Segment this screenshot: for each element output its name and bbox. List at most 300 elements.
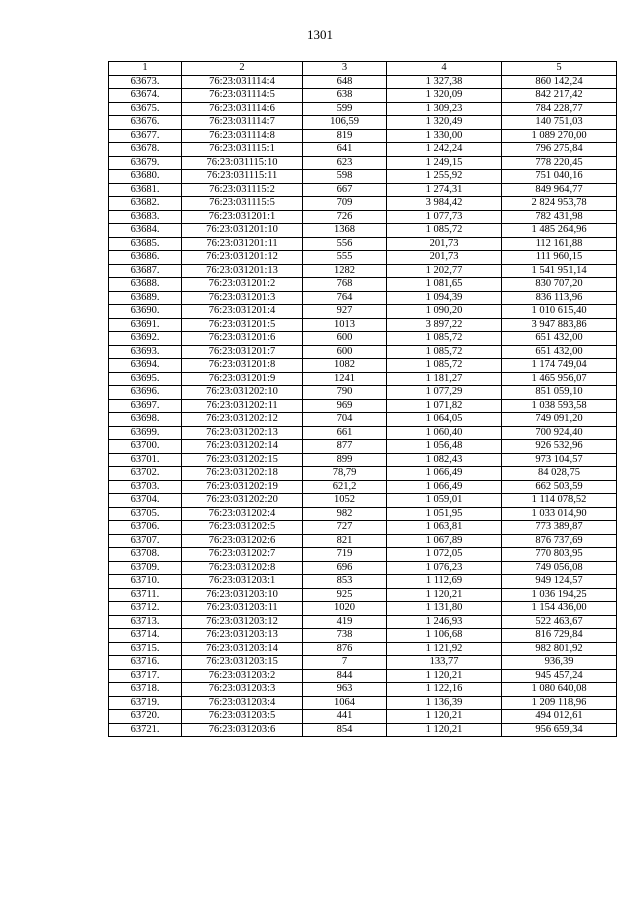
table-body: [109, 75, 617, 737]
table-cell: 76:23:031203:2: [182, 669, 303, 683]
table-cell: 63696.: [109, 386, 182, 400]
table-cell: 830 707,20: [502, 278, 617, 292]
table-cell: 1 067,89: [387, 534, 502, 548]
table-cell: 419: [303, 615, 387, 629]
table-cell: 1 081,65: [387, 278, 502, 292]
table-row: [109, 467, 617, 481]
table-cell: 621,2: [303, 480, 387, 494]
table-row: [109, 683, 617, 697]
table-cell: 76:23:031114:7: [182, 116, 303, 130]
table-cell: 1 066,49: [387, 480, 502, 494]
table-row: [109, 710, 617, 724]
table-cell: 1 120,21: [387, 669, 502, 683]
table-cell: 63716.: [109, 656, 182, 670]
table-cell: 76:23:031202:7: [182, 548, 303, 562]
table-cell: 76:23:031203:4: [182, 696, 303, 710]
table-cell: 842 217,42: [502, 89, 617, 103]
table-cell: 1 320,49: [387, 116, 502, 130]
table-row: [109, 318, 617, 332]
table-cell: 600: [303, 332, 387, 346]
table-cell: 1 242,24: [387, 143, 502, 157]
table-cell: 76:23:031202:13: [182, 426, 303, 440]
table-row: [109, 264, 617, 278]
table-cell: 63679.: [109, 156, 182, 170]
table-cell: 844: [303, 669, 387, 683]
table-cell: 63714.: [109, 629, 182, 643]
table-cell: 63695.: [109, 372, 182, 386]
table-cell: 819: [303, 129, 387, 143]
table-cell: 63717.: [109, 669, 182, 683]
table-cell: 1 094,39: [387, 291, 502, 305]
table-cell: 63678.: [109, 143, 182, 157]
table-cell: 76:23:031202:20: [182, 494, 303, 508]
column-header: 4: [387, 62, 502, 76]
table-cell: 63686.: [109, 251, 182, 265]
table-cell: 201,73: [387, 251, 502, 265]
table-cell: 76:23:031201:7: [182, 345, 303, 359]
table-cell: 1 465 956,07: [502, 372, 617, 386]
table-cell: 133,77: [387, 656, 502, 670]
table-cell: 963: [303, 683, 387, 697]
table-cell: 1241: [303, 372, 387, 386]
table-cell: 63708.: [109, 548, 182, 562]
table-cell: 876 737,69: [502, 534, 617, 548]
table-cell: 63694.: [109, 359, 182, 373]
table-cell: 63691.: [109, 318, 182, 332]
table-row: [109, 237, 617, 251]
table-cell: 76:23:031201:2: [182, 278, 303, 292]
table-cell: 7: [303, 656, 387, 670]
table-cell: 3 984,42: [387, 197, 502, 211]
table-row: [109, 170, 617, 184]
table-cell: 63683.: [109, 210, 182, 224]
table-cell: 836 113,96: [502, 291, 617, 305]
table-cell: 63682.: [109, 197, 182, 211]
table-cell: 1 174 749,04: [502, 359, 617, 373]
table-cell: 749 056,08: [502, 561, 617, 575]
table-cell: 76:23:031201:1: [182, 210, 303, 224]
table-cell: 662 503,59: [502, 480, 617, 494]
table-cell: 63685.: [109, 237, 182, 251]
table-row: [109, 89, 617, 103]
table-cell: 63681.: [109, 183, 182, 197]
table-row: [109, 345, 617, 359]
table-cell: 76:23:031202:12: [182, 413, 303, 427]
table-row: [109, 183, 617, 197]
table-cell: 1 330,00: [387, 129, 502, 143]
table-cell: 1020: [303, 602, 387, 616]
table-cell: 76:23:031202:10: [182, 386, 303, 400]
table-row: [109, 642, 617, 656]
table-cell: 1 059,01: [387, 494, 502, 508]
table-row: [109, 305, 617, 319]
table-cell: 76:23:031115:10: [182, 156, 303, 170]
table-cell: 1 085,72: [387, 359, 502, 373]
table-row: [109, 413, 617, 427]
table-row: [109, 588, 617, 602]
table-cell: 956 659,34: [502, 723, 617, 737]
table-cell: 63676.: [109, 116, 182, 130]
table-cell: 782 431,98: [502, 210, 617, 224]
table-cell: 63673.: [109, 75, 182, 89]
table-cell: 3 947 883,86: [502, 318, 617, 332]
table-cell: 63720.: [109, 710, 182, 724]
table-row: [109, 291, 617, 305]
table-cell: 945 457,24: [502, 669, 617, 683]
table-cell: 982: [303, 507, 387, 521]
table-cell: 1 246,93: [387, 615, 502, 629]
table-cell: 1 106,68: [387, 629, 502, 643]
table-row: [109, 602, 617, 616]
table-cell: 1 131,80: [387, 602, 502, 616]
table-cell: 700 924,40: [502, 426, 617, 440]
table-row: [109, 494, 617, 508]
table-cell: 1 255,92: [387, 170, 502, 184]
table-cell: 1 122,16: [387, 683, 502, 697]
table-cell: 1 060,40: [387, 426, 502, 440]
table-cell: 738: [303, 629, 387, 643]
table-cell: 76:23:031114:4: [182, 75, 303, 89]
table-cell: 63704.: [109, 494, 182, 508]
table-cell: 522 463,67: [502, 615, 617, 629]
table-cell: 860 142,24: [502, 75, 617, 89]
table-cell: 648: [303, 75, 387, 89]
table-cell: 76:23:031201:13: [182, 264, 303, 278]
table-cell: 973 104,57: [502, 453, 617, 467]
table-cell: 3 897,22: [387, 318, 502, 332]
table-cell: 1 085,72: [387, 332, 502, 346]
table-row: [109, 453, 617, 467]
table-row: [109, 561, 617, 575]
table-cell: 773 389,87: [502, 521, 617, 535]
table-cell: 853: [303, 575, 387, 589]
table-cell: 1 076,23: [387, 561, 502, 575]
table-cell: 76:23:031202:14: [182, 440, 303, 454]
table-cell: 76:23:031203:3: [182, 683, 303, 697]
table-cell: 1 320,09: [387, 89, 502, 103]
data-table: [108, 61, 617, 737]
table-cell: 76:23:031201:6: [182, 332, 303, 346]
table-row: [109, 399, 617, 413]
table-cell: 63688.: [109, 278, 182, 292]
table-cell: 76:23:031115:1: [182, 143, 303, 157]
table-cell: 661: [303, 426, 387, 440]
table-cell: 76:23:031201:9: [182, 372, 303, 386]
table-row: [109, 615, 617, 629]
table-cell: 63701.: [109, 453, 182, 467]
table-row: [109, 575, 617, 589]
table-cell: 1 249,15: [387, 156, 502, 170]
table-row: [109, 143, 617, 157]
table-cell: 1 066,49: [387, 467, 502, 481]
table-cell: 63693.: [109, 345, 182, 359]
table-cell: 63697.: [109, 399, 182, 413]
table-cell: 76:23:031114:5: [182, 89, 303, 103]
table-cell: 1 202,77: [387, 264, 502, 278]
table-cell: 63719.: [109, 696, 182, 710]
table-cell: 76:23:031201:11: [182, 237, 303, 251]
table-cell: 63675.: [109, 102, 182, 116]
table-cell: 854: [303, 723, 387, 737]
table-cell: 770 803,95: [502, 548, 617, 562]
table-cell: 63712.: [109, 602, 182, 616]
table-cell: 1 114 078,52: [502, 494, 617, 508]
table-cell: 1 209 118,96: [502, 696, 617, 710]
table-cell: 1 120,21: [387, 710, 502, 724]
table-row: [109, 251, 617, 265]
table-cell: 63711.: [109, 588, 182, 602]
table-cell: 63718.: [109, 683, 182, 697]
table-cell: 1 085,72: [387, 224, 502, 238]
table-cell: 1 089 270,00: [502, 129, 617, 143]
table-cell: 63713.: [109, 615, 182, 629]
table-row: [109, 723, 617, 737]
table-cell: 76:23:031203:12: [182, 615, 303, 629]
table-cell: 76:23:031202:18: [182, 467, 303, 481]
table-cell: 76:23:031201:5: [182, 318, 303, 332]
table-cell: 76:23:031203:15: [182, 656, 303, 670]
table-cell: 1 072,05: [387, 548, 502, 562]
table-cell: 555: [303, 251, 387, 265]
table-cell: 949 124,57: [502, 575, 617, 589]
table-cell: 112 161,88: [502, 237, 617, 251]
table-cell: 63680.: [109, 170, 182, 184]
table-cell: 494 012,61: [502, 710, 617, 724]
table-cell: 816 729,84: [502, 629, 617, 643]
table-cell: 76:23:031203:14: [182, 642, 303, 656]
table-cell: 764: [303, 291, 387, 305]
table-cell: 704: [303, 413, 387, 427]
table-cell: 556: [303, 237, 387, 251]
column-header: 3: [303, 62, 387, 76]
table-cell: 849 964,77: [502, 183, 617, 197]
table-row: [109, 669, 617, 683]
column-header: 2: [182, 62, 303, 76]
table-cell: 1 056,48: [387, 440, 502, 454]
table-cell: 76:23:031115:11: [182, 170, 303, 184]
table-cell: 76:23:031202:8: [182, 561, 303, 575]
table-cell: 63677.: [109, 129, 182, 143]
table-cell: 778 220,45: [502, 156, 617, 170]
table-cell: 851 059,10: [502, 386, 617, 400]
table-header-row: [109, 62, 617, 76]
table-cell: 598: [303, 170, 387, 184]
table-row: [109, 75, 617, 89]
table-cell: 63706.: [109, 521, 182, 535]
table-cell: 1 181,27: [387, 372, 502, 386]
table-cell: 1 071,82: [387, 399, 502, 413]
table-row: [109, 440, 617, 454]
table-cell: 1 121,92: [387, 642, 502, 656]
table-cell: 876: [303, 642, 387, 656]
table-cell: 76:23:031202:6: [182, 534, 303, 548]
table-cell: 63692.: [109, 332, 182, 346]
table-cell: 1 154 436,00: [502, 602, 617, 616]
table-cell: 63687.: [109, 264, 182, 278]
table-cell: 600: [303, 345, 387, 359]
table-cell: 76:23:031203:10: [182, 588, 303, 602]
table-cell: 821: [303, 534, 387, 548]
table-cell: 76:23:031202:11: [182, 399, 303, 413]
table-cell: 63703.: [109, 480, 182, 494]
table-row: [109, 426, 617, 440]
table-cell: 140 751,03: [502, 116, 617, 130]
table-cell: 201,73: [387, 237, 502, 251]
table-cell: 641: [303, 143, 387, 157]
table-cell: 76:23:031202:4: [182, 507, 303, 521]
table-cell: 63710.: [109, 575, 182, 589]
table-row: [109, 359, 617, 373]
table-cell: 1 064,05: [387, 413, 502, 427]
table-cell: 768: [303, 278, 387, 292]
table-row: [109, 224, 617, 238]
table-cell: 709: [303, 197, 387, 211]
table-cell: 927: [303, 305, 387, 319]
table-cell: 1282: [303, 264, 387, 278]
table-cell: 982 801,92: [502, 642, 617, 656]
table-cell: 925: [303, 588, 387, 602]
table-cell: 969: [303, 399, 387, 413]
table-row: [109, 656, 617, 670]
table-cell: 1082: [303, 359, 387, 373]
table-row: [109, 386, 617, 400]
table-cell: 790: [303, 386, 387, 400]
table-cell: 1 063,81: [387, 521, 502, 535]
table-cell: 651 432,00: [502, 345, 617, 359]
table-cell: 106,59: [303, 116, 387, 130]
table-cell: 84 028,75: [502, 467, 617, 481]
table-row: [109, 507, 617, 521]
table-cell: 76:23:031202:15: [182, 453, 303, 467]
column-header: 1: [109, 62, 182, 76]
table-cell: 76:23:031202:19: [182, 480, 303, 494]
table-cell: 1 010 615,40: [502, 305, 617, 319]
table-cell: 623: [303, 156, 387, 170]
table-cell: 1 038 593,58: [502, 399, 617, 413]
table-cell: 751 040,16: [502, 170, 617, 184]
table-cell: 76:23:031201:8: [182, 359, 303, 373]
table-row: [109, 102, 617, 116]
table-cell: 1 120,21: [387, 723, 502, 737]
table-cell: 638: [303, 89, 387, 103]
table-row: [109, 629, 617, 643]
table-cell: 63699.: [109, 426, 182, 440]
table-cell: 796 275,84: [502, 143, 617, 157]
table-cell: 63698.: [109, 413, 182, 427]
table-row: [109, 197, 617, 211]
table-cell: 76:23:031203:13: [182, 629, 303, 643]
column-header: 5: [502, 62, 617, 76]
table-cell: 63689.: [109, 291, 182, 305]
table-cell: 727: [303, 521, 387, 535]
table-cell: 76:23:031202:5: [182, 521, 303, 535]
table-cell: 1013: [303, 318, 387, 332]
table-cell: 719: [303, 548, 387, 562]
table-cell: 76:23:031201:10: [182, 224, 303, 238]
table-cell: 76:23:031201:3: [182, 291, 303, 305]
table-row: [109, 116, 617, 130]
table-cell: 1368: [303, 224, 387, 238]
table-cell: 1 033 014,90: [502, 507, 617, 521]
table-cell: 899: [303, 453, 387, 467]
table-cell: 76:23:031201:12: [182, 251, 303, 265]
table-row: [109, 696, 617, 710]
table-cell: 76:23:031203:5: [182, 710, 303, 724]
table-cell: 1 309,23: [387, 102, 502, 116]
table-cell: 1 541 951,14: [502, 264, 617, 278]
table-cell: 441: [303, 710, 387, 724]
table-cell: 667: [303, 183, 387, 197]
table-cell: 1 036 194,25: [502, 588, 617, 602]
table-row: [109, 521, 617, 535]
table-cell: 1 112,69: [387, 575, 502, 589]
table-cell: 1 274,31: [387, 183, 502, 197]
table-cell: 76:23:031203:1: [182, 575, 303, 589]
table-cell: 63702.: [109, 467, 182, 481]
table-cell: 1 327,38: [387, 75, 502, 89]
table-cell: 749 091,20: [502, 413, 617, 427]
table-cell: 63715.: [109, 642, 182, 656]
table-cell: 1 077,73: [387, 210, 502, 224]
table-cell: 76:23:031114:8: [182, 129, 303, 143]
table-cell: 1 090,20: [387, 305, 502, 319]
table-row: [109, 372, 617, 386]
table-row: [109, 548, 617, 562]
table-cell: 1 082,43: [387, 453, 502, 467]
table-cell: 1052: [303, 494, 387, 508]
table-cell: 63721.: [109, 723, 182, 737]
table-cell: 1 085,72: [387, 345, 502, 359]
table-cell: 63690.: [109, 305, 182, 319]
table-cell: 76:23:031201:4: [182, 305, 303, 319]
table-cell: 63674.: [109, 89, 182, 103]
table-row: [109, 156, 617, 170]
table-row: [109, 129, 617, 143]
table-cell: 651 432,00: [502, 332, 617, 346]
table-cell: 1 080 640,08: [502, 683, 617, 697]
table-cell: 76:23:031115:2: [182, 183, 303, 197]
table-cell: 599: [303, 102, 387, 116]
table-cell: 2 824 953,78: [502, 197, 617, 211]
table-cell: 76:23:031114:6: [182, 102, 303, 116]
table-cell: 1 485 264,96: [502, 224, 617, 238]
table-cell: 1 077,29: [387, 386, 502, 400]
table-cell: 63684.: [109, 224, 182, 238]
table-cell: 877: [303, 440, 387, 454]
table-cell: 936,39: [502, 656, 617, 670]
table-cell: 926 532,96: [502, 440, 617, 454]
table-cell: 78,79: [303, 467, 387, 481]
table-cell: 63700.: [109, 440, 182, 454]
table-cell: 76:23:031115:5: [182, 197, 303, 211]
table-cell: 63709.: [109, 561, 182, 575]
table-row: [109, 278, 617, 292]
page-number: 1301: [307, 27, 333, 42]
table-cell: 1 136,39: [387, 696, 502, 710]
table-cell: 76:23:031203:6: [182, 723, 303, 737]
table-cell: 76:23:031203:11: [182, 602, 303, 616]
table-row: [109, 480, 617, 494]
table-cell: 1 120,21: [387, 588, 502, 602]
table-row: [109, 332, 617, 346]
table-cell: 1064: [303, 696, 387, 710]
table-cell: 726: [303, 210, 387, 224]
table-cell: 696: [303, 561, 387, 575]
table-cell: 784 228,77: [502, 102, 617, 116]
table-row: [109, 534, 617, 548]
table-cell: 63705.: [109, 507, 182, 521]
table-cell: 111 960,15: [502, 251, 617, 265]
